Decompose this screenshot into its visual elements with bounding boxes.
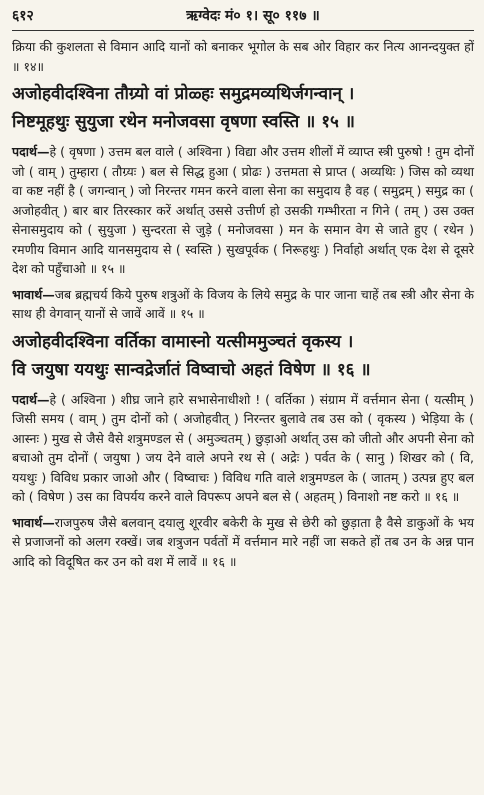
- verse-15: [12, 80, 474, 324]
- bhavarth-15-text: जब ब्रह्मचर्य किये पुरुष शत्रुओं के विजय के लिये समुद्र के पार जाना चाहें तब स्त्री और सेना के साथ ही वेगवान् यानों से जावें आवें ॥ १५ ॥: [12, 286, 474, 321]
- bhavarth-15-label: भावार्थ—: [12, 286, 55, 302]
- padarth-16: [12, 390, 474, 507]
- padarth-15-text: हे ( वृषणा ) उत्तम बल वाले ( अश्विना ) विद्या और उत्तम शीलों में व्याप्त स्त्री पुरुषो ! तुम दोनों जो ( वाम् ) तुम्हारा ( तौग्र्यः ) बल से सिद्ध हुआ ( प्रोढः ) उत्तमता से प्राप्त ( अव्यथिः ) जिस को व्यथा वा कष्ट नहीं है ( जगन्वान् ) जो निरन्तर गमन करने वाला सेना का समुदाय है वह ( समुद्रम् ) समुद्र का ( अजोहवीत् ) बार बार तिरस्कार करें अर्थात् उससे उत्तीर्ण हो उसकी गम्भीरता न गिने ( तम् ) उस उक्त सेनासमुदाय को ( सुयुजा ) सुन्दरता से जुड़े ( मनोजवसा ) मन के समान वेग से जाते हुए ( रथेन ) रमणीय विमान आदि यानसमुदाय से ( स्वस्ति ) सुखपूर्वक ( निरूहथुः ) निर्वाहो अर्थात् एक देश से दूसरे देश को पहुँचाओ ॥ १५ ॥: [12, 144, 474, 276]
- padarth-15-label: पदार्थ—: [12, 144, 50, 159]
- mantra-15-line-1: अजोहवीदश्विना तौग्र्यो वां प्रोळ्हः समुद्रमव्यथिर्जगन्वान् ।: [12, 84, 355, 104]
- page-header: [12, 6, 474, 28]
- bhavarth-16: [12, 513, 474, 572]
- mantra-16-line-2: वि जयुषा ययथुः सान्वद्रेर्जातं विष्वाचो अहतं विषेण ॥ १६ ॥: [12, 359, 371, 380]
- mantra-15-line-2: निष्टमूहथुः सुयुजा रथेन मनोजवसा वृषणा स्वस्ति ॥ १५ ॥: [12, 112, 355, 132]
- bhavarth-16-label: भावार्थ—: [12, 514, 55, 530]
- running-title: ऋग्वेदः मं० १। सू० ११७ ॥: [186, 8, 320, 24]
- mantra-16-line-1: अजोहवीदश्विना वर्तिका वामास्नो यत्सीममुञ्चतं वृकस्य ।: [12, 331, 354, 352]
- bhavarth-15: [12, 285, 474, 324]
- verse-16: [12, 328, 474, 572]
- padarth-15: [12, 142, 474, 279]
- intro-bhavarth: क्रिया की कुशलता से विमान आदि यानों को बनाकर भूगोल के सब ओर विहार कर नित्य आनन्दयुक्त हों ॥ १४॥: [12, 39, 474, 74]
- page-number: ६१२: [12, 8, 34, 24]
- padarth-16-label: पदार्थ—: [12, 391, 50, 407]
- header-rule: [12, 30, 474, 31]
- padarth-16-text: हे ( अश्विना ) शीघ्र जाने हारे सभासेनाधीशो ! ( वर्तिका ) संग्राम में वर्त्तमान सेना ( यत्सीम् ) जिसी समय ( वाम् ) तुम दोनों को ( अजोहवीत् ) निरन्तर बुलावे तब उस को ( वृकस्य ) भेड़िया के ( आस्नः ) मुख से जैसे वैसे शत्रुमण्डल से ( अमुञ्चतम् ) छुड़ाओ अर्थात् उस को जीतो और अपनी सेना को बचाओ तुम दोनों ( जयुषा ) जय देने वाले अपने रथ से ( अद्रेः ) पर्वत के ( सानु ) शिखर को ( वि, ययथुः ) विविध प्रकार जाओ और ( विष्वाचः ) विविध गति वाले शत्रुमण्डल के ( जातम् ) उत्पन्न हुए बल को ( विषेण ) उस का विपर्यय करने वाले विपरूप अपने बल से ( अहतम् ) विनाशो नष्ट करो ॥ १६ ॥: [12, 391, 474, 504]
- bhavarth-16-text: राजपुरुष जैसे बलवान् दयालु शूरवीर बकेरी के मुख से छेरी को छुड़ाता है वैसे डाकुओं के भय से प्रजाजनों को अलग रक्खें। जब शत्रुजन पर्वतों में वर्त्तमान मारे नहीं जा सकते हों तब उन के अन्न पान आदि को विदूषित कर उन को वश में लावें ॥ १६ ॥: [12, 514, 474, 569]
